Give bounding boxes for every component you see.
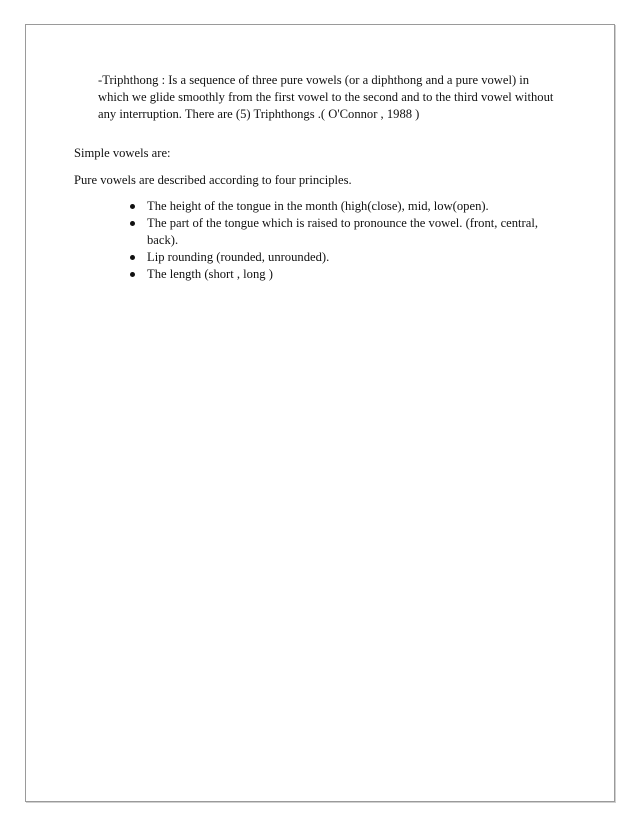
list-item [126, 215, 566, 249]
pure-vowels-intro: Pure vowels are described according to four principles. [74, 173, 352, 187]
simple-vowels-heading: Simple vowels are: [74, 146, 171, 160]
triphthong-paragraph: -Triphthong : Is a sequence of three pure vowels (or a diphthong and a pure vowel) in which we glide smoothly from the first vowel to the second and to the third vowel without any interruption. There are (5) Triphthongs .( O'Connor , 1988 ) [98, 73, 554, 121]
list-item [126, 266, 566, 283]
document-page [25, 24, 615, 802]
bullet-icon [130, 255, 135, 260]
bullet-icon [130, 221, 135, 226]
principle-text: Lip rounding (rounded, unrounded). [147, 250, 330, 264]
principle-text: The height of the tongue in the month (high(close), mid, low(open). [147, 199, 489, 213]
list-item [126, 249, 566, 266]
principle-text: The part of the tongue which is raised to pronounce the vowel. (front, central, back). [147, 216, 538, 247]
principles-list [126, 198, 566, 283]
bullet-icon [130, 272, 135, 277]
bullet-icon [130, 204, 135, 209]
list-item [126, 198, 566, 215]
principle-text: The length (short , long ) [147, 267, 273, 281]
